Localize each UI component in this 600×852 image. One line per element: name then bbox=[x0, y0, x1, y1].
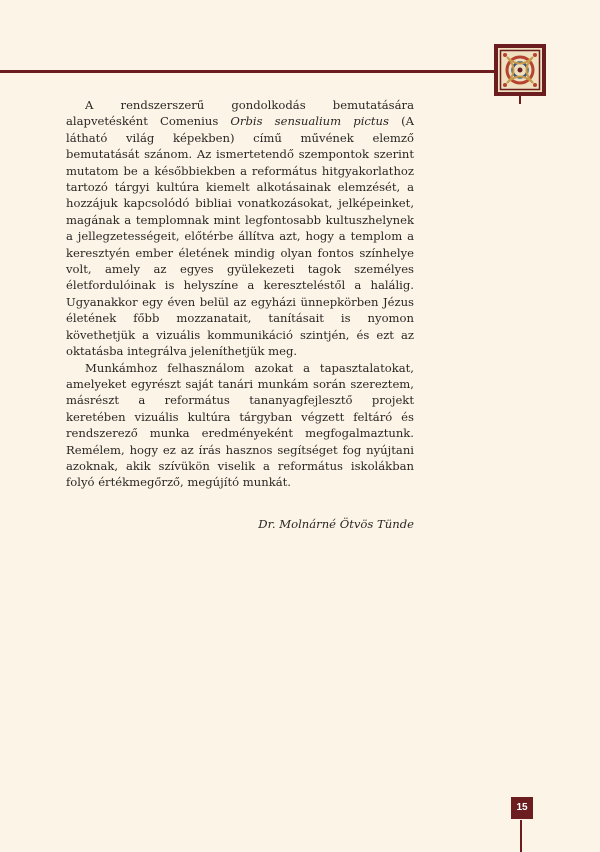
ornament-stem bbox=[519, 96, 521, 104]
footer-stem bbox=[520, 820, 522, 852]
header-rule bbox=[0, 70, 512, 73]
page-number-badge: 15 bbox=[511, 797, 533, 819]
paragraph-1 bbox=[66, 97, 414, 360]
paragraph-2: Munkámhoz felhasználom azokat a tapasztalatokat, amelyeket egyrészt saját tanári munkám során szereztem, másrészt a református tananyagfejlesztő projekt keretében vizuális kultúra tárgyban végzett feltáró és rendszerező munka eredményeként megfogalmaztunk. Remélem, hogy ez az írás hasznos segítséget fog nyújtani azoknak, akik szívükön viselik a református iskolákban folyó értékmegőrző, megújító munkát. bbox=[66, 360, 414, 490]
paragraph-1-italic-title: Orbis sensualium pictus bbox=[230, 114, 389, 129]
celtic-knot-ornament-icon bbox=[494, 44, 546, 96]
ornament-graphic bbox=[498, 48, 542, 92]
paragraph-1-part-1: A rendszerszerű gondolkodás bemutatására alapvetésként Comenius bbox=[66, 98, 414, 129]
body-text bbox=[66, 97, 414, 491]
author-signature: Dr. Molnárné Ötvös Tünde bbox=[258, 517, 414, 531]
paragraph-1-part-2: (A látható világ képekben) című művének elemző bemutatását szánom. Az ismertetendő szempontok szerint mutatom be a későbbiekben a református hitgyakorlathoz tartozó tárgyi kultúra kiemelt alkotásainak elemzését, a hozzájuk kapcsolódó bibliai vonatkozásokat, jelképeinket, magának a templomnak mint legfontosabb kultuszhelynek a jellegzetességeit, előtérbe állítva azt, hogy a templom a keresztyén ember életének mindig olyan fontos színhelye volt, amely az egyes gyülekezeti tagok személyes életfordulóinak is helyszíne a kereszteléstől a halálig. Ugyanakkor egy éven belül az egyházi ünnepkörben Jézus életének főbb mozzanatait, tanításait is nyomon követhetjük a vizuális kommunikáció szintjén, és ezt az oktatásba integrálva jeleníthetjük meg. bbox=[66, 114, 414, 359]
